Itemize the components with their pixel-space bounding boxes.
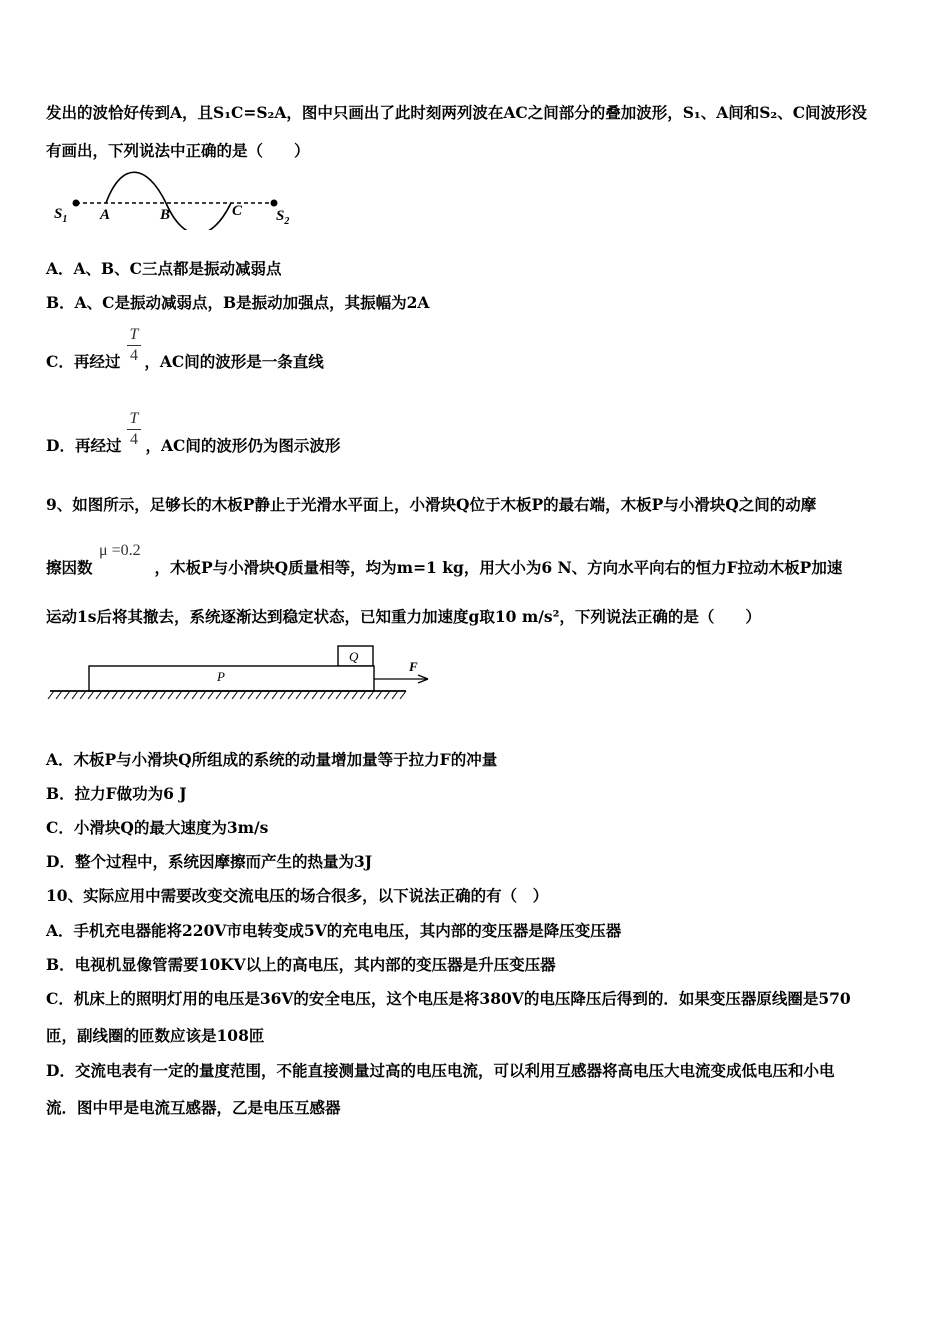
q9-stem-line1: 9、如图所示，足够长的木板P静止于光滑水平面上，小滑块Q位于木板P的最右端，木板P与小滑块Q之间的动摩 <box>46 495 817 514</box>
q9-option-b: B．拉力F做功为6 J <box>46 784 187 803</box>
label-c: C <box>232 203 243 219</box>
q10-option-d-line1: D．交流电表有一定的量度范围，不能直接测量过高的电压电流，可以利用互感器将高电压大电流变成低电压和小电 <box>46 1061 835 1080</box>
label-s2: $S_2$ <box>276 208 290 227</box>
q9-option-a: A．木板P与小滑块Q所组成的系统的动量增加量等于拉力F的冲量 <box>46 750 498 769</box>
q10-option-c-line1: C．机床上的照明灯用的电压是36V的安全电压，这个电压是将380V的电压降压后得到的．如果变压器原线圈是570 <box>46 989 851 1008</box>
q10-option-a: A．手机充电器能将220V市电转变成5V的充电电压，其内部的变压器是降压变压器 <box>46 921 622 940</box>
wave-figure <box>46 168 296 230</box>
q9-option-c: C．小滑块Q的最大速度为3m/s <box>46 818 269 837</box>
q10-option-c-line2: 匝，副线圈的匝数应该是108匝 <box>46 1026 265 1045</box>
q9-option-d: D．整个过程中，系统因摩擦而产生的热量为3J <box>46 852 373 871</box>
label-p: P <box>217 669 225 684</box>
q8-option-a: A．A、B、C三点都是振动减弱点 <box>46 259 282 278</box>
label-s1: $S_1$ <box>54 206 68 225</box>
board-p <box>89 666 374 691</box>
ground-hatching <box>48 691 406 699</box>
q9-stem-line2-prefix: 擦因数 <box>46 558 93 577</box>
q8-option-c-fraction: T 4 <box>127 326 141 365</box>
label-q: Q <box>349 649 359 664</box>
label-a: A <box>100 207 111 223</box>
q8-option-c-prefix: C．再经过 <box>46 352 121 371</box>
q8-option-d-prefix: D．再经过 <box>46 436 122 455</box>
source-s2-dot <box>271 200 278 207</box>
label-b: B <box>160 207 171 223</box>
block-figure <box>46 642 446 704</box>
q8-option-c-suffix: ，AC间的波形是一条直线 <box>144 352 324 371</box>
label-f: F <box>409 659 418 674</box>
q8-option-d-suffix: ，AC间的波形仍为图示波形 <box>145 436 341 455</box>
q10-option-d-line2: 流．图中甲是电流互感器，乙是电压互感器 <box>46 1098 341 1117</box>
q9-stem-line3: 运动1s后将其撤去，系统逐渐达到稳定状态，已知重力加速度g取10 m/s²，下列说法正确的是（ ） <box>46 607 761 626</box>
q10-stem: 10、实际应用中需要改变交流电压的场合很多，以下说法正确的有（ ） <box>46 886 549 905</box>
q8-option-c <box>46 350 324 372</box>
q9-stem-line2-suffix: ，木板P与小滑块Q质量相等，均为m=1 kg，用大小为6 N、方向水平向右的恒力F拉动木板P加速 <box>154 558 843 577</box>
q8-option-d <box>46 434 340 456</box>
q8-option-b: B．A、C是振动减弱点，B是振动加强点，其振幅为2A <box>46 293 430 312</box>
source-s1-dot <box>73 200 80 207</box>
q9-stem-line2 <box>46 556 842 578</box>
mu-value: μ =0.2 <box>99 542 141 559</box>
q8-stem-line1: 发出的波恰好传到A，且S₁C=S₂A，图中只画出了此时刻两列波在AC之间部分的叠加波形，S₁、A间和S₂、C间波形没 <box>46 103 868 122</box>
q10-option-b: B．电视机显像管需要10KV以上的高电压，其内部的变压器是升压变压器 <box>46 955 556 974</box>
q8-stem-line2: 有画出，下列说法中正确的是（ ） <box>46 141 310 160</box>
q8-option-d-fraction: T 4 <box>127 410 141 449</box>
